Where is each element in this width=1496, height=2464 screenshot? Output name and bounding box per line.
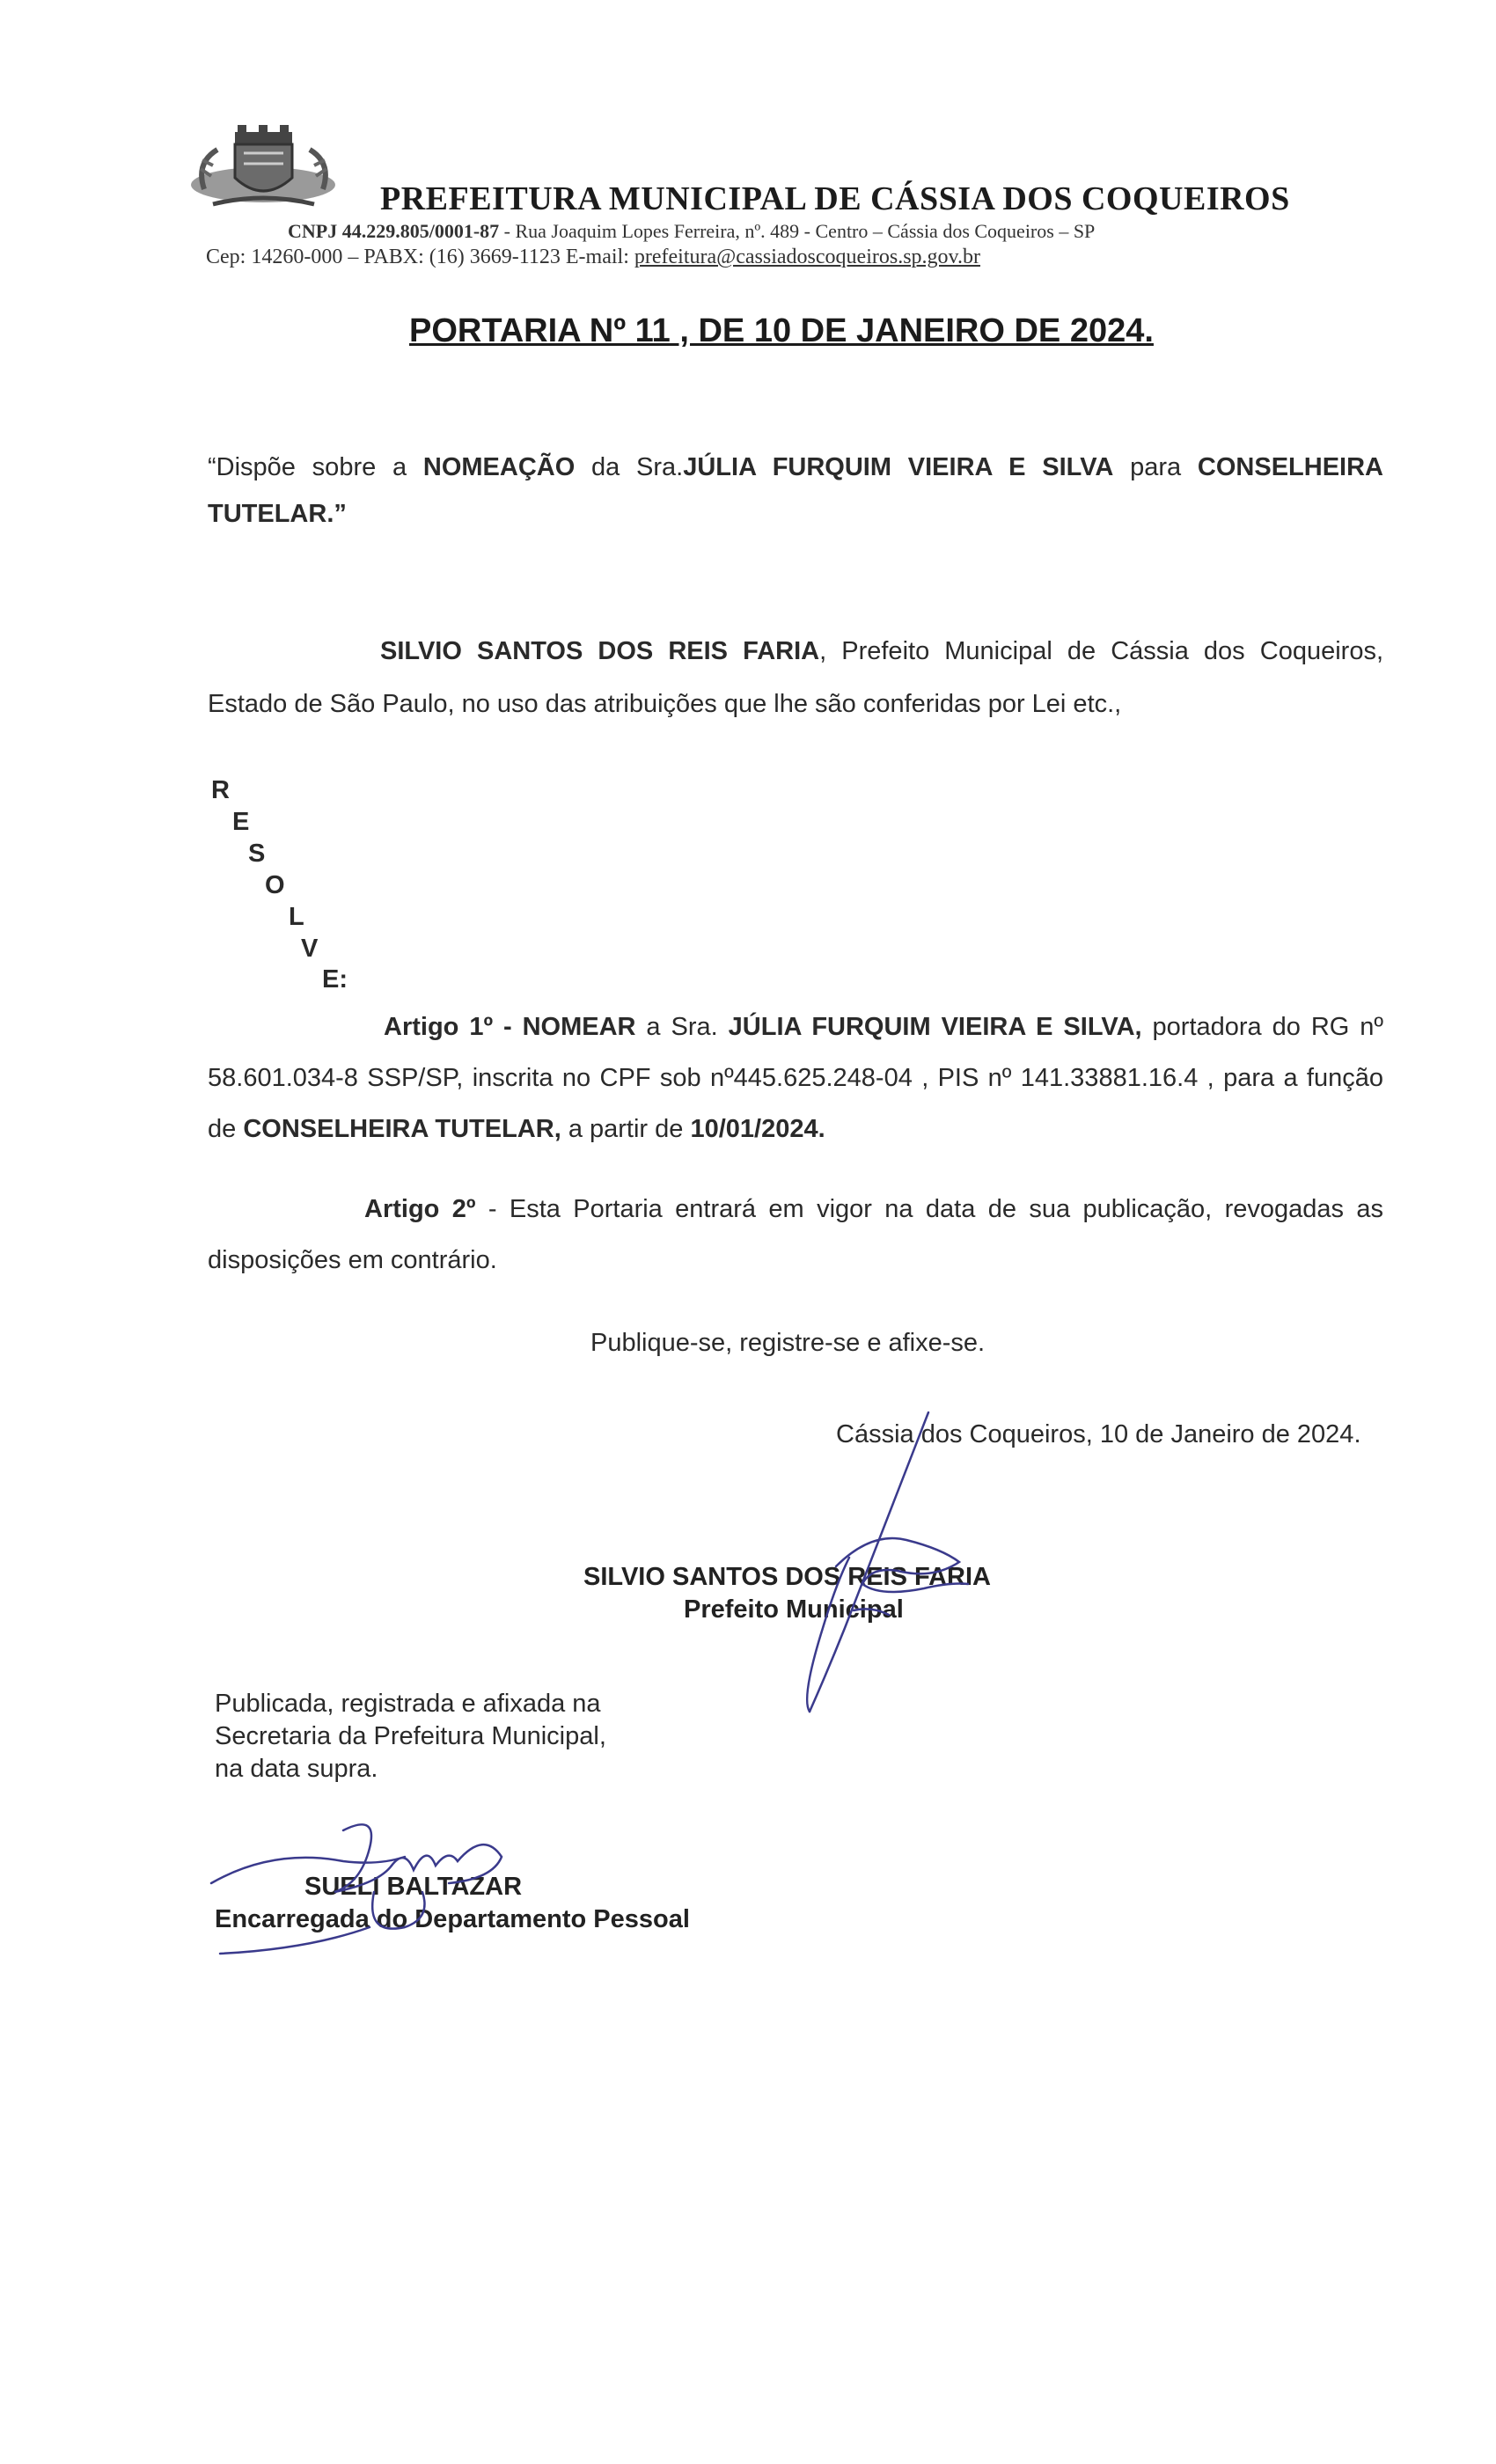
ementa-bold: JÚLIA FURQUIM VIEIRA E SILVA xyxy=(683,453,1114,481)
ementa-text: para xyxy=(1113,453,1198,481)
resolve-letter: V xyxy=(301,935,319,963)
article-1-name: JÚLIA FURQUIM VIEIRA E SILVA, xyxy=(728,1013,1142,1041)
ementa-text: “Dispõe sobre a xyxy=(208,453,423,481)
publique-line: Publique-se, registre-se e afixe-se. xyxy=(590,1329,986,1357)
article-1-role: CONSELHEIRA TUTELAR, xyxy=(243,1115,561,1143)
ementa-bold: CONSELHEIRA TUTELAR.” xyxy=(208,453,1383,528)
header-contact: Cep: 14260-000 – PABX: (16) 3669-1123 E-mail: xyxy=(206,246,634,268)
mayor-signature-icon xyxy=(739,1408,986,1725)
article-1 xyxy=(208,1001,1383,1155)
resolve-letter: S xyxy=(248,840,266,868)
preamble-text: , Prefeito Municipal de Cássia dos Coqueiros, Estado de São Paulo, no uso das atribuições que lhe são conferidas por Lei etc., xyxy=(208,637,1383,718)
article-1-text: portadora do RG nº 58.601.034-8 SSP/SP, inscrita no CPF sob nº445.625.248-04 , PIS nº 141.33881.16.4 , para a função de xyxy=(208,1013,1383,1143)
header-cnpj: CNPJ 44.229.805/0001-87 xyxy=(288,220,500,242)
ementa-bold: NOMEAÇÃO xyxy=(422,453,576,481)
hr-signature-icon xyxy=(202,1795,537,1971)
resolve-letter: O xyxy=(265,871,285,899)
municipal-crest-icon xyxy=(187,123,341,216)
article-1-label: Artigo 1º - NOMEAR xyxy=(384,1013,636,1041)
publication-note xyxy=(215,1688,606,1786)
article-2-label: Artigo 2º xyxy=(364,1195,476,1223)
header-title: PREFEITURA MUNICIPAL DE CÁSSIA DOS COQUEIROS xyxy=(380,180,1290,217)
place-date: Cássia dos Coqueiros, 10 de Janeiro de 2024. xyxy=(836,1420,1361,1448)
resolve-letter: R xyxy=(211,776,230,804)
signatory-2-role: Encarregada do Departamento Pessoal xyxy=(215,1905,690,1933)
header-address: - Rua Joaquim Lopes Ferreira, nº. 489 - Centro – Cássia dos Coqueiros – SP xyxy=(499,220,1096,242)
signatory-1-name: SILVIO SANTOS DOS REIS FARIA xyxy=(583,1563,991,1591)
publication-note-line: Secretaria da Prefeitura Municipal, xyxy=(215,1722,606,1750)
publication-note-line: Publicada, registrada e afixada na xyxy=(215,1690,601,1718)
header-contact-line xyxy=(206,246,980,269)
document-title: PORTARIA Nº 11 , DE 10 DE JANEIRO DE 2024. xyxy=(409,312,1154,349)
article-1-text: a partir de xyxy=(561,1115,691,1143)
header-address-line xyxy=(288,220,1095,243)
resolve-letter: E: xyxy=(322,965,348,994)
resolve-letter: L xyxy=(289,903,304,931)
publication-note-line: na data supra. xyxy=(215,1755,378,1783)
ementa-text: da Sra. xyxy=(575,453,684,481)
preamble-name: SILVIO SANTOS DOS REIS FARIA xyxy=(380,637,820,665)
preamble-paragraph xyxy=(208,625,1383,730)
article-1-date: 10/01/2024. xyxy=(690,1115,825,1143)
ementa-paragraph xyxy=(208,444,1383,538)
header-email-link[interactable]: prefeitura@cassiadoscoqueiros.sp.gov.br xyxy=(634,246,980,268)
article-2-text: - Esta Portaria entrará em vigor na data de sua publicação, revogadas as disposições em contrário. xyxy=(208,1195,1383,1274)
signatory-1-role: Prefeito Municipal xyxy=(684,1595,904,1624)
resolve-letter: E xyxy=(232,808,250,836)
article-2 xyxy=(208,1184,1383,1286)
article-1-text: a Sra. xyxy=(635,1013,729,1041)
signatory-2-name: SUELI BALTAZAR xyxy=(304,1873,523,1901)
